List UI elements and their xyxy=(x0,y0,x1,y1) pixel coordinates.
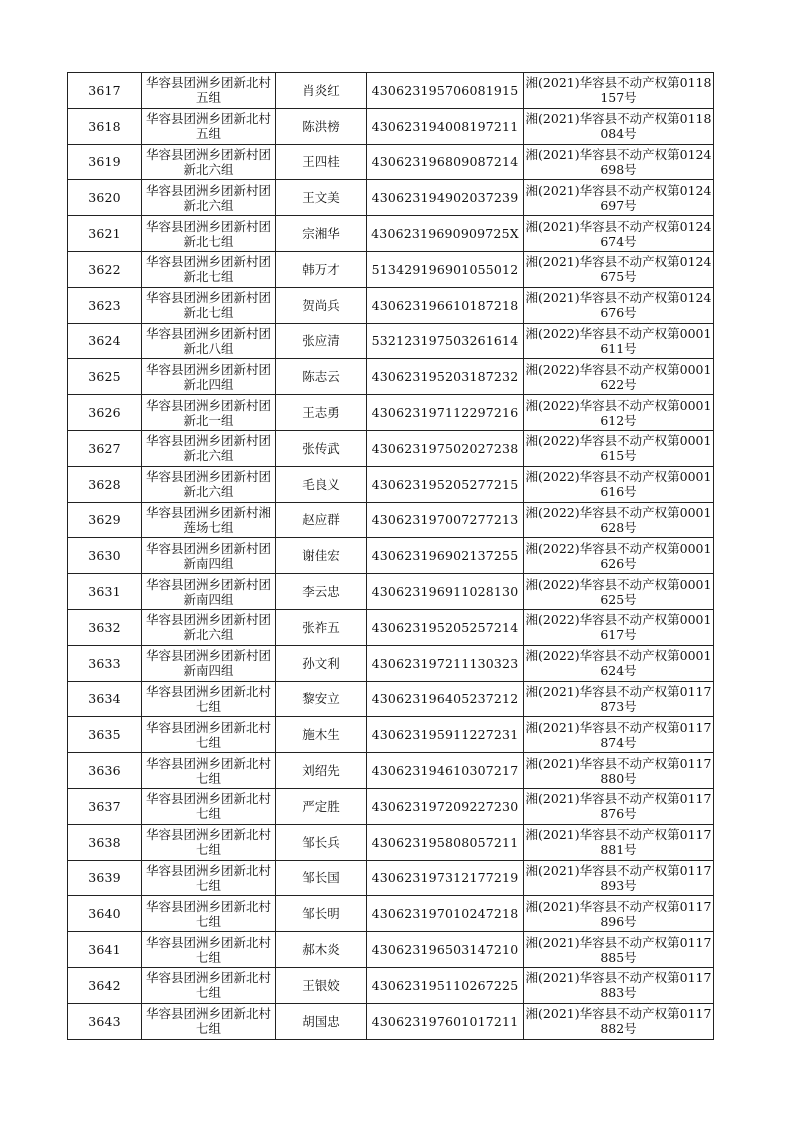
id-number-cell: 513429196901055012 xyxy=(367,251,524,287)
id-number-cell: 430623197007277213 xyxy=(367,502,524,538)
row-number: 3617 xyxy=(68,73,142,109)
owner-name-cell: 张祚五 xyxy=(276,609,367,645)
certificate-number-cell: 湘(2021)华容县不动产权第0117885号 xyxy=(524,932,714,968)
id-number-cell: 430623197601017211 xyxy=(367,1003,524,1039)
owner-name-cell: 施木生 xyxy=(276,717,367,753)
id-number-cell: 430623194610307217 xyxy=(367,753,524,789)
table-row xyxy=(68,824,714,860)
id-number-cell: 430623197209227230 xyxy=(367,788,524,824)
owner-name-cell: 王文美 xyxy=(276,180,367,216)
id-number-cell: 430623195110267225 xyxy=(367,967,524,1003)
row-number: 3635 xyxy=(68,717,142,753)
id-number-cell: 430623197010247218 xyxy=(367,896,524,932)
id-number-cell: 430623197312177219 xyxy=(367,860,524,896)
id-number-cell: 430623196503147210 xyxy=(367,932,524,968)
row-number: 3620 xyxy=(68,180,142,216)
row-number: 3636 xyxy=(68,753,142,789)
address-cell: 华容县团洲乡团新北村五组 xyxy=(142,108,276,144)
table-row xyxy=(68,108,714,144)
row-number: 3623 xyxy=(68,287,142,323)
certificate-number-cell: 湘(2022)华容县不动产权第0001617号 xyxy=(524,609,714,645)
address-cell: 华容县团洲乡团新村团新北四组 xyxy=(142,359,276,395)
address-cell: 华容县团洲乡团新北村七组 xyxy=(142,1003,276,1039)
row-number: 3638 xyxy=(68,824,142,860)
row-number: 3634 xyxy=(68,681,142,717)
certificate-number-cell: 湘(2022)华容县不动产权第0001615号 xyxy=(524,430,714,466)
id-number-cell: 430623196809087214 xyxy=(367,144,524,180)
certificate-number-cell: 湘(2022)华容县不动产权第0001626号 xyxy=(524,538,714,574)
certificate-number-cell: 湘(2021)华容县不动产权第0118157号 xyxy=(524,73,714,109)
id-number-cell: 430623194902037239 xyxy=(367,180,524,216)
address-cell: 华容县团洲乡团新村团新南四组 xyxy=(142,645,276,681)
owner-name-cell: 陈洪榜 xyxy=(276,108,367,144)
table-row xyxy=(68,323,714,359)
row-number: 3631 xyxy=(68,574,142,610)
table-row xyxy=(68,574,714,610)
id-number-cell: 43062319690909725X xyxy=(367,216,524,252)
id-number-cell: 532123197503261614 xyxy=(367,323,524,359)
id-number-cell: 430623196610187218 xyxy=(367,287,524,323)
certificate-number-cell: 湘(2022)华容县不动产权第0001628号 xyxy=(524,502,714,538)
table-row xyxy=(68,144,714,180)
certificate-number-cell: 湘(2022)华容县不动产权第0001611号 xyxy=(524,323,714,359)
owner-name-cell: 陈志云 xyxy=(276,359,367,395)
row-number: 3618 xyxy=(68,108,142,144)
certificate-number-cell: 湘(2021)华容县不动产权第0117880号 xyxy=(524,753,714,789)
id-number-cell: 430623194008197211 xyxy=(367,108,524,144)
certificate-number-cell: 湘(2021)华容县不动产权第0124697号 xyxy=(524,180,714,216)
certificate-number-cell: 湘(2021)华容县不动产权第0117874号 xyxy=(524,717,714,753)
id-number-cell: 430623196902137255 xyxy=(367,538,524,574)
owner-name-cell: 李云忠 xyxy=(276,574,367,610)
address-cell: 华容县团洲乡团新北村五组 xyxy=(142,73,276,109)
row-number: 3629 xyxy=(68,502,142,538)
certificate-number-cell: 湘(2021)华容县不动产权第0117873号 xyxy=(524,681,714,717)
address-cell: 华容县团洲乡团新北村七组 xyxy=(142,681,276,717)
row-number: 3642 xyxy=(68,967,142,1003)
id-number-cell: 430623195808057211 xyxy=(367,824,524,860)
address-cell: 华容县团洲乡团新村团新北六组 xyxy=(142,180,276,216)
table-row xyxy=(68,287,714,323)
certificate-number-cell: 湘(2021)华容县不动产权第0124674号 xyxy=(524,216,714,252)
certificate-number-cell: 湘(2021)华容县不动产权第0118084号 xyxy=(524,108,714,144)
row-number: 3626 xyxy=(68,395,142,431)
table-row xyxy=(68,932,714,968)
id-number-cell: 430623195911227231 xyxy=(367,717,524,753)
table-row xyxy=(68,681,714,717)
address-cell: 华容县团洲乡团新村团新南四组 xyxy=(142,574,276,610)
table-row xyxy=(68,645,714,681)
address-cell: 华容县团洲乡团新北村七组 xyxy=(142,860,276,896)
table-row xyxy=(68,466,714,502)
table-row xyxy=(68,216,714,252)
address-cell: 华容县团洲乡团新北村七组 xyxy=(142,753,276,789)
owner-name-cell: 严定胜 xyxy=(276,788,367,824)
owner-name-cell: 肖炎红 xyxy=(276,73,367,109)
id-number-cell: 430623195205257214 xyxy=(367,609,524,645)
id-number-cell: 430623196405237212 xyxy=(367,681,524,717)
table-row xyxy=(68,1003,714,1039)
records-table-body xyxy=(68,73,714,1040)
table-row xyxy=(68,717,714,753)
owner-name-cell: 赵应群 xyxy=(276,502,367,538)
row-number: 3621 xyxy=(68,216,142,252)
owner-name-cell: 贺尚兵 xyxy=(276,287,367,323)
address-cell: 华容县团洲乡团新村团新北七组 xyxy=(142,287,276,323)
certificate-number-cell: 湘(2022)华容县不动产权第0001612号 xyxy=(524,395,714,431)
table-row xyxy=(68,251,714,287)
certificate-number-cell: 湘(2021)华容县不动产权第0124676号 xyxy=(524,287,714,323)
table-row xyxy=(68,359,714,395)
table-row xyxy=(68,753,714,789)
row-number: 3627 xyxy=(68,430,142,466)
row-number: 3622 xyxy=(68,251,142,287)
certificate-number-cell: 湘(2021)华容县不动产权第0117876号 xyxy=(524,788,714,824)
address-cell: 华容县团洲乡团新村团新北六组 xyxy=(142,144,276,180)
address-cell: 华容县团洲乡团新北村七组 xyxy=(142,717,276,753)
owner-name-cell: 郝木炎 xyxy=(276,932,367,968)
row-number: 3637 xyxy=(68,788,142,824)
certificate-number-cell: 湘(2021)华容县不动产权第0117881号 xyxy=(524,824,714,860)
owner-name-cell: 张应清 xyxy=(276,323,367,359)
certificate-number-cell: 湘(2021)华容县不动产权第0117882号 xyxy=(524,1003,714,1039)
certificate-number-cell: 湘(2021)华容县不动产权第0117883号 xyxy=(524,967,714,1003)
row-number: 3624 xyxy=(68,323,142,359)
table-row xyxy=(68,538,714,574)
id-number-cell: 430623196911028130 xyxy=(367,574,524,610)
owner-name-cell: 黎安立 xyxy=(276,681,367,717)
owner-name-cell: 王四桂 xyxy=(276,144,367,180)
owner-name-cell: 韩万才 xyxy=(276,251,367,287)
address-cell: 华容县团洲乡团新村团新北六组 xyxy=(142,609,276,645)
row-number: 3639 xyxy=(68,860,142,896)
address-cell: 华容县团洲乡团新村团新南四组 xyxy=(142,538,276,574)
address-cell: 华容县团洲乡团新村团新北七组 xyxy=(142,251,276,287)
owner-name-cell: 王银姣 xyxy=(276,967,367,1003)
address-cell: 华容县团洲乡团新北村七组 xyxy=(142,824,276,860)
owner-name-cell: 刘绍先 xyxy=(276,753,367,789)
address-cell: 华容县团洲乡团新村团新北七组 xyxy=(142,216,276,252)
certificate-number-cell: 湘(2021)华容县不动产权第0117896号 xyxy=(524,896,714,932)
table-row xyxy=(68,609,714,645)
address-cell: 华容县团洲乡团新北村七组 xyxy=(142,788,276,824)
table-row xyxy=(68,180,714,216)
table-row xyxy=(68,73,714,109)
address-cell: 华容县团洲乡团新村团新北六组 xyxy=(142,430,276,466)
owner-name-cell: 邹长国 xyxy=(276,860,367,896)
row-number: 3633 xyxy=(68,645,142,681)
table-row xyxy=(68,788,714,824)
address-cell: 华容县团洲乡团新北村七组 xyxy=(142,967,276,1003)
id-number-cell: 430623197211130323 xyxy=(367,645,524,681)
row-number: 3632 xyxy=(68,609,142,645)
address-cell: 华容县团洲乡团新村湘莲场七组 xyxy=(142,502,276,538)
table-row xyxy=(68,967,714,1003)
certificate-number-cell: 湘(2021)华容县不动产权第0124698号 xyxy=(524,144,714,180)
row-number: 3625 xyxy=(68,359,142,395)
table-row xyxy=(68,430,714,466)
table-row xyxy=(68,395,714,431)
table-row xyxy=(68,502,714,538)
table-row xyxy=(68,860,714,896)
certificate-number-cell: 湘(2022)华容县不动产权第0001624号 xyxy=(524,645,714,681)
certificate-number-cell: 湘(2022)华容县不动产权第0001625号 xyxy=(524,574,714,610)
row-number: 3641 xyxy=(68,932,142,968)
id-number-cell: 430623195706081915 xyxy=(367,73,524,109)
owner-name-cell: 毛良义 xyxy=(276,466,367,502)
certificate-number-cell: 湘(2021)华容县不动产权第0124675号 xyxy=(524,251,714,287)
id-number-cell: 430623195203187232 xyxy=(367,359,524,395)
owner-name-cell: 邹长明 xyxy=(276,896,367,932)
address-cell: 华容县团洲乡团新村团新北八组 xyxy=(142,323,276,359)
id-number-cell: 430623197502027238 xyxy=(367,430,524,466)
owner-name-cell: 谢佳宏 xyxy=(276,538,367,574)
address-cell: 华容县团洲乡团新北村七组 xyxy=(142,932,276,968)
address-cell: 华容县团洲乡团新村团新北六组 xyxy=(142,466,276,502)
records-table xyxy=(67,72,714,1040)
row-number: 3619 xyxy=(68,144,142,180)
id-number-cell: 430623197112297216 xyxy=(367,395,524,431)
owner-name-cell: 王志勇 xyxy=(276,395,367,431)
address-cell: 华容县团洲乡团新北村七组 xyxy=(142,896,276,932)
owner-name-cell: 胡国忠 xyxy=(276,1003,367,1039)
row-number: 3628 xyxy=(68,466,142,502)
row-number: 3630 xyxy=(68,538,142,574)
table-row xyxy=(68,896,714,932)
owner-name-cell: 邹长兵 xyxy=(276,824,367,860)
address-cell: 华容县团洲乡团新村团新北一组 xyxy=(142,395,276,431)
certificate-number-cell: 湘(2022)华容县不动产权第0001622号 xyxy=(524,359,714,395)
certificate-number-cell: 湘(2022)华容县不动产权第0001616号 xyxy=(524,466,714,502)
owner-name-cell: 宗湘华 xyxy=(276,216,367,252)
row-number: 3640 xyxy=(68,896,142,932)
certificate-number-cell: 湘(2021)华容县不动产权第0117893号 xyxy=(524,860,714,896)
owner-name-cell: 孙文利 xyxy=(276,645,367,681)
id-number-cell: 430623195205277215 xyxy=(367,466,524,502)
owner-name-cell: 张传武 xyxy=(276,430,367,466)
row-number: 3643 xyxy=(68,1003,142,1039)
